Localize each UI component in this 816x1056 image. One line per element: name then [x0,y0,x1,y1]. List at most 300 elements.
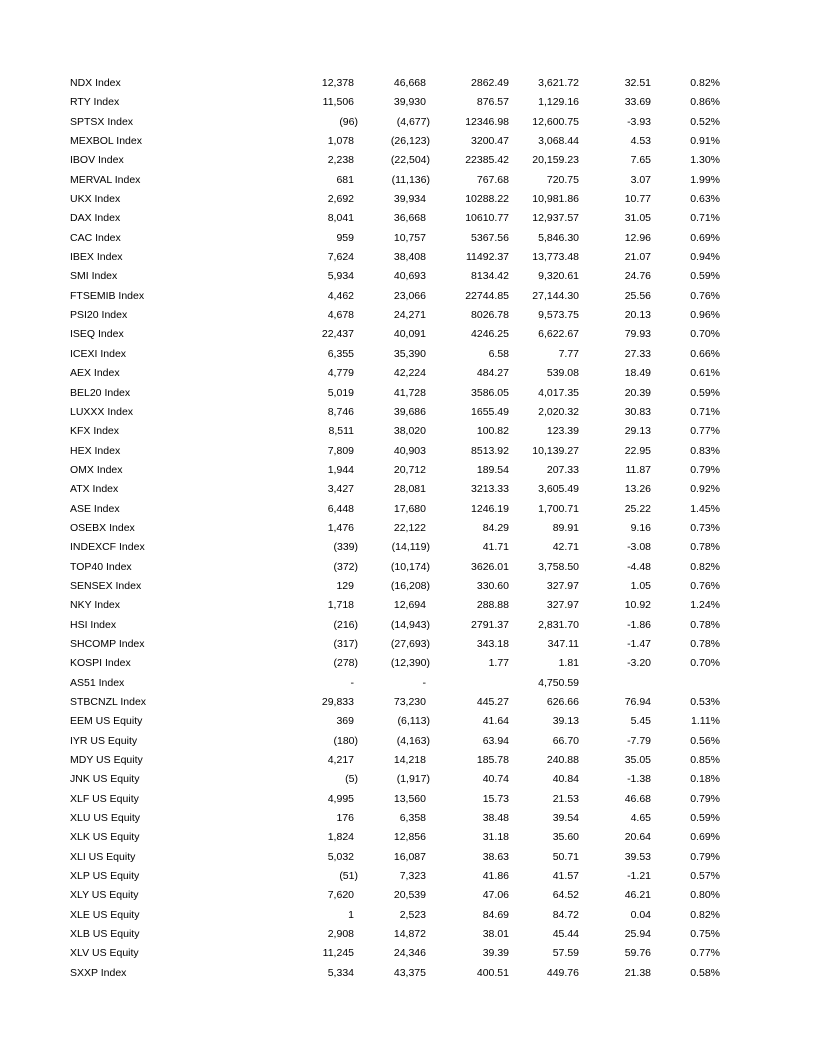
ticker-cell: JNK US Equity [70,773,140,786]
value-cell-b: 35,390 [393,347,426,360]
value-cell-b: 13,560 [393,792,426,805]
value-cell-d: 20,159.23 [532,154,579,167]
value-cell-c: 288.88 [476,599,509,612]
value-cell-e: 9.16 [630,521,651,534]
value-cell-e: 31.05 [624,212,651,225]
value-cell-c: 3626.01 [471,560,509,573]
ticker-cell: XLU US Equity [70,812,141,825]
value-cell-f: 0.70% [690,328,720,341]
value-cell-d: 3,621.72 [538,77,579,89]
value-cell-e: 4.53 [630,135,651,148]
ticker-cell: HEX Index [70,444,121,457]
value-cell-a: 7,624 [327,251,354,264]
value-cell-a: 1,718 [327,599,354,612]
value-cell-d: 3,758.50 [538,560,579,573]
value-cell-d: 3,068.44 [538,135,579,148]
table-row [0,635,816,654]
value-cell-f: 0.61% [690,367,720,380]
value-cell-e: 13.26 [624,483,651,496]
value-cell-e: 12.96 [624,231,651,244]
value-cell-d: 449.76 [546,966,579,979]
value-cell-e: 32.51 [624,77,651,89]
value-cell-f: 0.76% [690,579,720,592]
value-cell-a: 22,437 [321,328,354,341]
table-row [0,577,816,596]
value-cell-b: 20,712 [393,463,426,476]
value-cell-c: 3200.47 [471,135,509,148]
table-row [0,461,816,480]
value-cell-e: -7.79 [627,734,651,747]
value-cell-b: (11,136) [391,173,430,186]
value-cell-b: 39,930 [393,96,426,109]
value-cell-a: 6,448 [327,502,354,515]
ticker-cell: PSI20 Index [70,309,128,322]
value-cell-c: 2791.37 [471,618,509,631]
value-cell-c: 100.82 [476,425,509,438]
value-cell-c: 4246.25 [471,328,509,341]
table-row [0,132,816,151]
value-cell-e: 11.87 [625,463,651,476]
value-cell-c: 876.57 [476,96,509,109]
value-cell-b: (22,504) [390,154,430,167]
value-cell-f: 1.11% [691,715,720,728]
table-row [0,538,816,557]
value-cell-f: 0.79% [690,463,720,476]
value-cell-c: 41.86 [482,870,509,883]
value-cell-b: (6,113) [397,715,430,728]
value-cell-a: (278) [333,657,358,670]
value-cell-c: 38.01 [482,928,509,941]
value-cell-f: 1.99% [690,173,720,186]
value-cell-b: 38,408 [393,251,426,264]
value-cell-c: 484.27 [476,367,509,380]
value-cell-d: 1,700.71 [538,502,579,515]
table-row [0,828,816,847]
value-cell-a: 4,779 [327,367,354,380]
value-cell-d: 2,020.32 [538,405,579,418]
value-cell-d: 21.53 [552,792,579,805]
value-cell-a: 1,476 [327,521,354,534]
value-cell-f: 0.53% [690,696,720,708]
value-cell-f: 0.58% [690,966,720,979]
value-cell-d: 9,320.61 [538,270,579,283]
value-cell-d: 40.84 [552,773,579,786]
table-row [0,790,816,809]
value-cell-e: 35.05 [624,754,651,767]
value-cell-a: 369 [336,715,354,728]
value-cell-f: 0.70% [690,657,720,670]
value-cell-e: 5.45 [630,715,651,728]
value-cell-e: -1.21 [627,870,651,883]
value-cell-f: 0.78% [690,618,720,631]
value-cell-d: 66.70 [552,734,579,747]
table-row [0,209,816,228]
ticker-cell: NDX Index [70,77,121,89]
value-cell-e: 0.04 [630,908,651,921]
value-cell-a: 3,427 [327,483,354,496]
value-cell-c: 10610.77 [465,212,509,225]
value-cell-f: 0.78% [690,637,720,650]
value-cell-a: 7,620 [327,889,354,902]
table-row [0,500,816,519]
value-cell-a: 129 [336,579,354,592]
value-cell-b: 16,087 [393,850,426,863]
value-cell-e: -3.08 [627,541,651,554]
ticker-cell: AS51 Index [70,676,125,689]
value-cell-c: 3586.05 [471,386,509,399]
table-row [0,519,816,538]
value-cell-b: 24,271 [393,309,426,322]
value-cell-d: 39.13 [552,715,579,728]
value-cell-c: 40.74 [482,773,509,786]
value-cell-a: 1,944 [327,463,354,476]
value-cell-f: 1.45% [690,502,720,515]
ticker-cell: MEXBOL Index [70,135,142,148]
ticker-cell: SPTSX Index [70,115,134,128]
value-cell-e: -3.20 [627,657,651,670]
value-cell-b: 14,218 [393,754,426,767]
value-cell-b: 6,358 [399,812,426,825]
value-cell-d: 10,981.86 [532,193,579,206]
value-cell-f: 0.77% [690,425,720,438]
value-cell-f: 0.85% [690,754,720,767]
value-cell-b: 39,686 [393,405,426,418]
table-row [0,596,816,615]
value-cell-d: 57.59 [552,947,579,960]
value-cell-d: 539.08 [546,367,579,380]
value-cell-b: 12,694 [393,599,426,612]
value-cell-d: 12,600.75 [532,115,579,128]
value-cell-a: 959 [336,231,354,244]
value-cell-c: 63.94 [482,734,509,747]
ticker-cell: AEX Index [70,367,120,380]
value-cell-e: 20.13 [624,309,651,322]
table-row [0,422,816,441]
value-cell-d: 1,129.16 [538,96,579,109]
table-row [0,616,816,635]
value-cell-a: (96) [339,115,358,128]
value-cell-b: 42,224 [393,367,426,380]
value-cell-f: 0.56% [690,734,720,747]
value-cell-c: 8513.92 [471,444,509,457]
table-row [0,712,816,731]
ticker-cell: BEL20 Index [70,386,131,399]
value-cell-d: 240.88 [546,754,579,767]
ticker-cell: ATX Index [70,483,119,496]
value-cell-e: 22.95 [624,444,651,457]
table-row [0,654,816,673]
value-cell-f: 0.96% [690,309,720,322]
ticker-cell: EEM US Equity [70,715,143,728]
value-cell-a: - [350,676,354,689]
value-cell-b: (4,677) [396,115,430,128]
table-row [0,442,816,461]
value-cell-b: - [422,676,426,689]
value-cell-b: (10,174) [390,560,430,573]
value-cell-b: (14,119) [391,541,430,554]
value-cell-b: (27,693) [390,637,430,650]
value-cell-b: 14,872 [393,928,426,941]
value-cell-f: 0.91% [690,135,720,148]
value-cell-d: 327.97 [546,599,579,612]
value-cell-d: 207.33 [546,463,579,476]
value-cell-e: 76.94 [624,696,651,708]
value-cell-f: 0.57% [690,870,720,883]
value-cell-b: (14,943) [390,618,430,631]
table-row [0,113,816,132]
value-cell-b: 40,903 [393,444,426,457]
table-row [0,364,816,383]
value-cell-d: 84.72 [552,908,579,921]
value-cell-c: 189.54 [476,463,509,476]
ticker-cell: XLI US Equity [70,850,136,863]
ticker-cell: INDEXCF Index [70,541,145,554]
value-cell-e: 3.07 [630,173,651,186]
value-cell-d: 4,750.59 [538,676,579,689]
ticker-cell: NKY Index [70,599,121,612]
ticker-cell: RTY Index [70,96,120,109]
value-cell-e: 10.92 [624,599,651,612]
ticker-cell: IBEX Index [70,251,123,264]
table-row [0,925,816,944]
ticker-cell: KOSPI Index [70,657,131,670]
ticker-cell: SMI Index [70,270,118,283]
value-cell-a: 4,678 [327,309,354,322]
ticker-cell: SHCOMP Index [70,637,145,650]
value-cell-f: 0.69% [690,231,720,244]
ticker-cell: DAX Index [70,212,121,225]
value-cell-d: 6,622.67 [538,328,579,341]
value-cell-d: 7.77 [558,347,579,360]
value-cell-c: 47.06 [482,889,509,902]
value-cell-d: 10,139.27 [532,444,579,457]
value-cell-f: 0.63% [690,193,720,206]
value-cell-f: 0.71% [690,405,720,418]
value-cell-d: 9,573.75 [538,309,579,322]
value-cell-c: 84.29 [482,521,509,534]
value-cell-f: 0.92% [690,483,720,496]
value-cell-e: 27.33 [624,347,651,360]
value-cell-e: 39.53 [624,850,651,863]
value-cell-c: 39.39 [482,947,509,960]
value-cell-c: 38.63 [482,850,509,863]
ticker-cell: LUXXX Index [70,405,134,418]
table-row [0,693,816,712]
value-cell-d: 64.52 [552,889,579,902]
value-cell-e: -4.48 [627,560,651,573]
value-cell-a: (5) [345,773,358,786]
value-cell-a: (180) [333,734,358,747]
value-cell-c: 6.58 [488,347,509,360]
value-cell-a: 8,511 [328,425,354,438]
ticker-cell: ICEXI Index [70,347,127,360]
value-cell-f: 0.69% [690,831,720,844]
table-row [0,809,816,828]
value-cell-b: 38,020 [393,425,426,438]
value-cell-f: 0.80% [690,889,720,902]
value-cell-e: 21.07 [624,251,651,264]
table-row [0,345,816,364]
value-cell-e: 4.65 [630,812,651,825]
value-cell-f: 1.30% [690,154,720,167]
value-cell-e: 10.77 [624,193,651,206]
table-row [0,751,816,770]
value-cell-b: 2,523 [399,908,426,921]
value-cell-e: 25.22 [624,502,651,515]
value-cell-f: 0.71% [690,212,720,225]
value-cell-a: 5,032 [327,850,354,863]
ticker-cell: UKX Index [70,193,121,206]
value-cell-a: (339) [333,541,358,554]
ticker-cell: XLK US Equity [70,831,140,844]
ticker-cell: XLF US Equity [70,792,139,805]
value-cell-e: 7.65 [630,154,651,167]
value-cell-d: 123.39 [546,425,579,438]
value-cell-a: 5,334 [327,966,354,979]
value-cell-c: 1655.49 [471,405,509,418]
value-cell-e: 46.68 [624,792,651,805]
value-cell-d: 3,605.49 [538,483,579,496]
value-cell-d: 347.11 [547,637,579,650]
value-cell-a: 12,378 [321,77,354,89]
value-cell-d: 2,831.70 [538,618,579,631]
value-cell-b: 73,230 [393,696,426,708]
value-cell-c: 343.18 [476,637,509,650]
ticker-cell: OMX Index [70,463,123,476]
table-row [0,267,816,286]
value-cell-f: 0.52% [690,115,720,128]
ticker-cell: XLP US Equity [70,870,140,883]
value-cell-a: 8,746 [327,405,354,418]
ticker-cell: IBOV Index [70,154,124,167]
ticker-cell: ASE Index [70,502,120,515]
value-cell-e: 21.38 [624,966,651,979]
table-row [0,848,816,867]
value-cell-b: 36,668 [393,212,426,225]
value-cell-c: 8134.42 [471,270,509,283]
value-cell-f: 0.82% [690,908,720,921]
value-cell-b: (1,917) [396,773,430,786]
value-cell-d: 12,937.57 [532,212,579,225]
value-cell-e: -1.47 [627,637,651,650]
value-cell-c: 84.69 [482,908,509,921]
value-cell-a: 1,824 [327,831,354,844]
ticker-cell: XLY US Equity [70,889,139,902]
value-cell-b: 17,680 [393,502,426,515]
value-cell-c: 12346.98 [465,115,509,128]
value-cell-f: 0.77% [690,947,720,960]
value-cell-c: 41.71 [482,541,509,554]
value-cell-a: (317) [333,637,358,650]
value-cell-f: 0.76% [690,289,720,302]
ticker-cell: STBCNZL Index [70,696,147,708]
value-cell-c: 3213.33 [471,483,509,496]
value-cell-a: (216) [333,618,358,631]
value-cell-a: 11,245 [322,947,354,960]
ticker-cell: SENSEX Index [70,579,142,592]
value-cell-f: 0.18% [690,773,720,786]
table-row [0,480,816,499]
value-cell-c: 330.60 [476,579,509,592]
value-cell-e: 24.76 [624,270,651,283]
table-row [0,906,816,925]
value-cell-f: 0.59% [690,812,720,825]
table-row [0,867,816,886]
value-cell-c: 22385.42 [465,154,509,167]
value-cell-a: (372) [333,560,358,573]
value-cell-c: 15.73 [482,792,509,805]
ticker-cell: XLV US Equity [70,947,139,960]
value-cell-e: 46.21 [624,889,651,902]
value-cell-b: (16,208) [390,579,430,592]
table-row [0,287,816,306]
ticker-cell: XLE US Equity [70,908,140,921]
value-cell-c: 22744.85 [465,289,509,302]
value-cell-e: 25.56 [624,289,651,302]
table-row [0,229,816,248]
value-cell-b: (26,123) [390,135,430,148]
value-cell-a: 29,833 [321,696,354,708]
value-cell-e: 18.49 [624,367,651,380]
ticker-cell: ISEQ Index [70,328,124,341]
value-cell-d: 41.57 [552,870,579,883]
value-cell-a: 1 [348,908,354,921]
value-cell-a: 4,217 [327,754,354,767]
value-cell-b: (4,163) [396,734,430,747]
value-cell-e: 30.83 [624,405,651,418]
value-cell-d: 39.54 [552,812,579,825]
value-cell-d: 327.97 [546,579,579,592]
value-cell-d: 4,017.35 [538,386,579,399]
table-row [0,944,816,963]
table-row [0,384,816,403]
value-cell-e: -1.86 [627,618,651,631]
value-cell-c: 2862.49 [471,77,509,89]
value-cell-a: 8,041 [327,212,354,225]
ticker-cell: CAC Index [70,231,121,244]
value-cell-f: 0.59% [690,270,720,283]
value-cell-f: 0.66% [690,347,720,360]
ticker-cell: SXXP Index [70,966,127,979]
value-cell-e: 20.39 [624,386,651,399]
value-cell-c: 31.18 [482,831,509,844]
value-cell-a: 4,995 [327,792,354,805]
table-row [0,190,816,209]
value-cell-a: 176 [336,812,354,825]
value-cell-d: 89.91 [552,521,579,534]
value-cell-b: (12,390) [390,657,430,670]
value-cell-c: 185.78 [476,754,509,767]
value-cell-a: 5,019 [327,386,354,399]
value-cell-d: 42.71 [552,541,579,554]
table-row [0,558,816,577]
value-cell-b: 40,693 [393,270,426,283]
value-cell-e: 79.93 [624,328,651,341]
value-cell-e: 20.64 [624,831,651,844]
ticker-cell: MERVAL Index [70,173,141,186]
ticker-cell: HSI Index [70,618,117,631]
value-cell-b: 24,346 [393,947,426,960]
value-cell-a: 1,078 [327,135,354,148]
table-row [0,171,816,190]
ticker-cell: OSEBX Index [70,521,135,534]
value-cell-f: 0.59% [690,386,720,399]
value-cell-b: 20,539 [393,889,426,902]
value-cell-b: 10,757 [393,231,426,244]
value-cell-b: 39,934 [393,193,426,206]
value-cell-a: 5,934 [327,270,354,283]
ticker-cell: KFX Index [70,425,120,438]
